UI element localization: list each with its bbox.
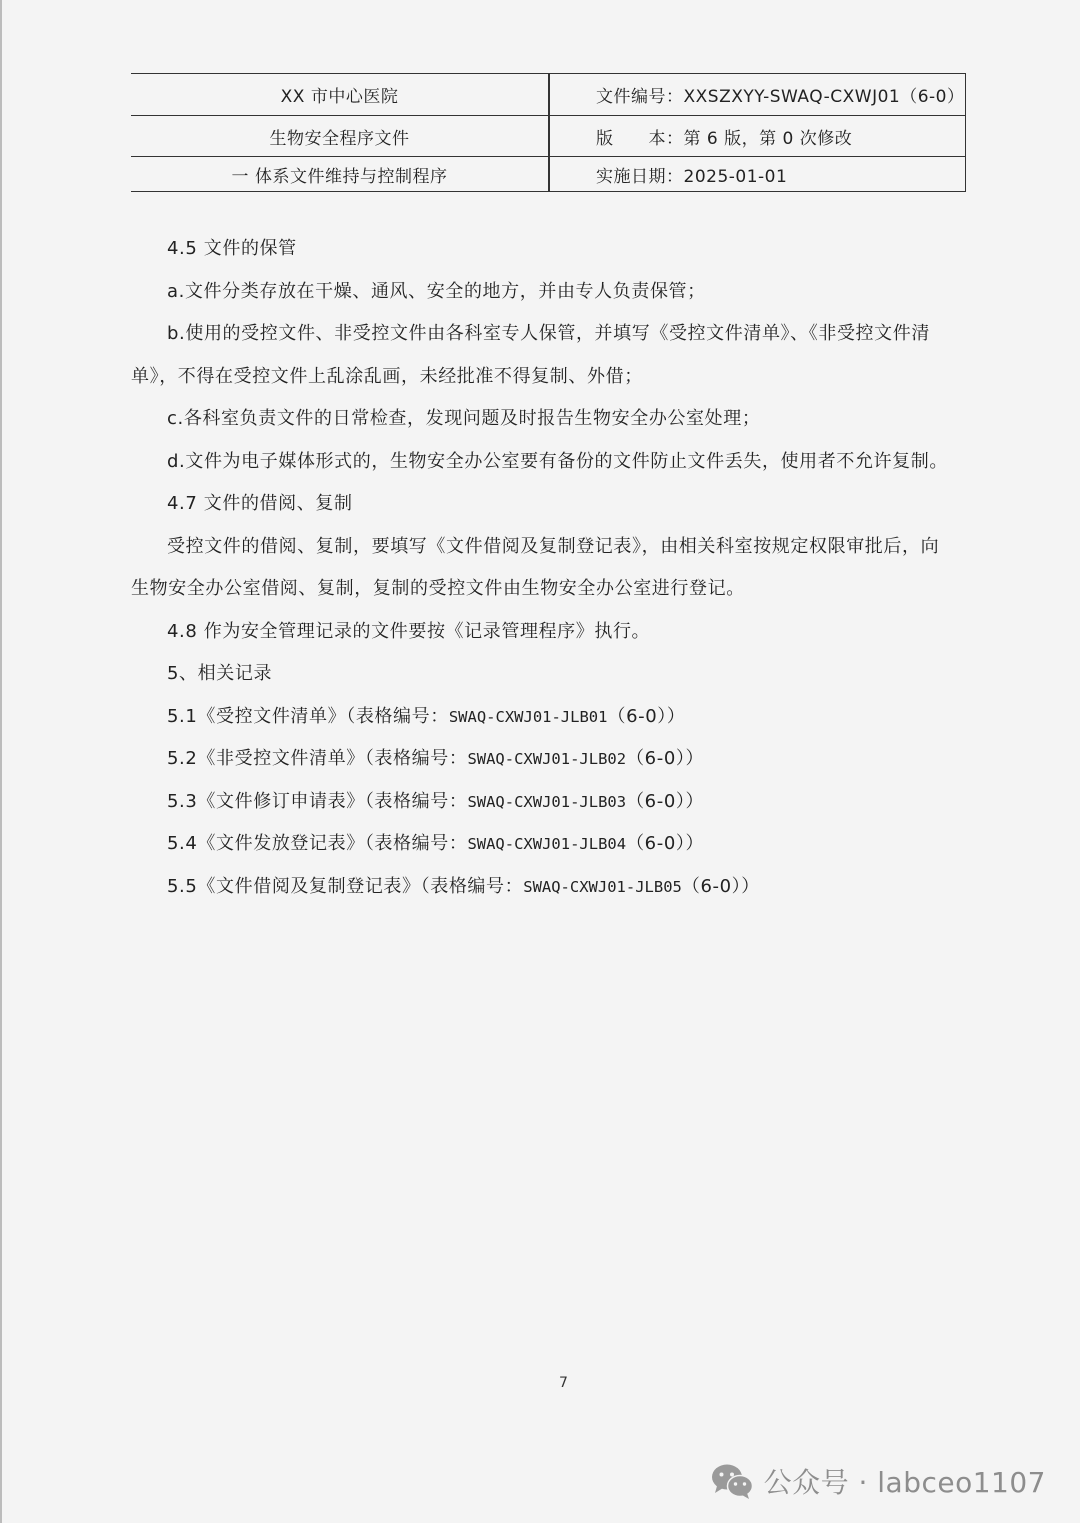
wechat-icon — [710, 1462, 754, 1500]
paragraph-4-5-b-line1: b.使用的受控文件、非受控文件由各科室专人保管，并填写《受控文件清单》、《非受控文件清 — [167, 323, 930, 344]
header-divider — [548, 157, 550, 191]
record-item — [167, 705, 685, 729]
record-item — [167, 832, 704, 856]
record-item — [167, 790, 704, 814]
record-code: SWAQ-CXWJ01-JLB05 — [523, 878, 682, 896]
record-code: SWAQ-CXWJ01-JLB01 — [448, 708, 608, 726]
version-info: 版 本：第 6 版，第 0 次修改 — [596, 128, 853, 149]
page-number: 7 — [559, 1375, 568, 1391]
header-row — [131, 74, 965, 116]
paragraph-4-5-b-line2: 单》，不得在受控文件上乱涂乱画，未经批准不得复制、外借； — [131, 366, 643, 387]
watermark-text: 公众号 · labceo1107 — [763, 1466, 1046, 1499]
record-code: SWAQ-CXWJ01-JLB02 — [467, 750, 627, 768]
paragraph-4-8: 4.8 作为安全管理记录的文件要按《记录管理程序》执行。 — [167, 621, 651, 642]
paragraph-4-5-c: c.各科室负责文件的日常检查，发现问题及时报告生物安全办公室处理； — [167, 408, 761, 429]
document-type: 生物安全程序文件 — [269, 128, 410, 149]
effective-date: 实施日期：2025-01-01 — [596, 166, 788, 187]
record-version: （6-0）） — [607, 706, 686, 727]
record-version: （6-0）） — [626, 748, 705, 769]
record-code: SWAQ-CXWJ01-JLB04 — [467, 835, 627, 853]
section-heading-5: 5、相关记录 — [167, 663, 273, 684]
record-item — [167, 747, 704, 771]
section-heading-4-7: 4.7 文件的借阅、复制 — [167, 493, 353, 514]
record-version: （6-0）） — [626, 791, 705, 812]
file-number: 文件编号：XXSZXYY-SWAQ-CXWJ01（6-0） — [596, 87, 965, 107]
paragraph-4-5-d: d.文件为电子媒体形式的，生物安全办公室要有备份的文件防止文件丢失，使用者不允许复制。 — [167, 451, 948, 472]
record-title: 5.1《受控文件清单》（表格编号： — [167, 706, 449, 727]
record-title: 5.5《文件借阅及复制登记表》（表格编号： — [167, 876, 524, 897]
paragraph-4-7-line2: 生物安全办公室借阅、复制，复制的受控文件由生物安全办公室进行登记。 — [131, 578, 745, 599]
header-row — [131, 157, 965, 191]
page-edge — [0, 0, 2, 1523]
header-divider — [548, 74, 550, 115]
record-code: SWAQ-CXWJ01-JLB03 — [467, 793, 627, 811]
record-item — [167, 875, 760, 899]
paragraph-4-7-line1: 受控文件的借阅、复制，要填写《文件借阅及复制登记表》，由相关科室按规定权限审批后，向 — [167, 536, 940, 557]
document-header-table — [131, 73, 966, 192]
watermark — [710, 1458, 1046, 1504]
record-title: 5.2《非受控文件清单》（表格编号： — [167, 748, 468, 769]
header-divider — [548, 116, 550, 156]
section-heading-4-5: 4.5 文件的保管 — [167, 238, 297, 259]
hospital-name: XX 市中心医院 — [280, 87, 399, 107]
record-title: 5.4《文件发放登记表》（表格编号： — [167, 833, 468, 854]
record-version: （6-0）） — [626, 833, 705, 854]
record-version: （6-0）） — [681, 876, 760, 897]
record-title: 5.3《文件修订申请表》（表格编号： — [167, 791, 468, 812]
document-title: 一 体系文件维持与控制程序 — [231, 166, 448, 187]
header-row — [131, 116, 965, 157]
paragraph-4-5-a: a.文件分类存放在干燥、通风、安全的地方，并由专人负责保管； — [167, 281, 706, 302]
